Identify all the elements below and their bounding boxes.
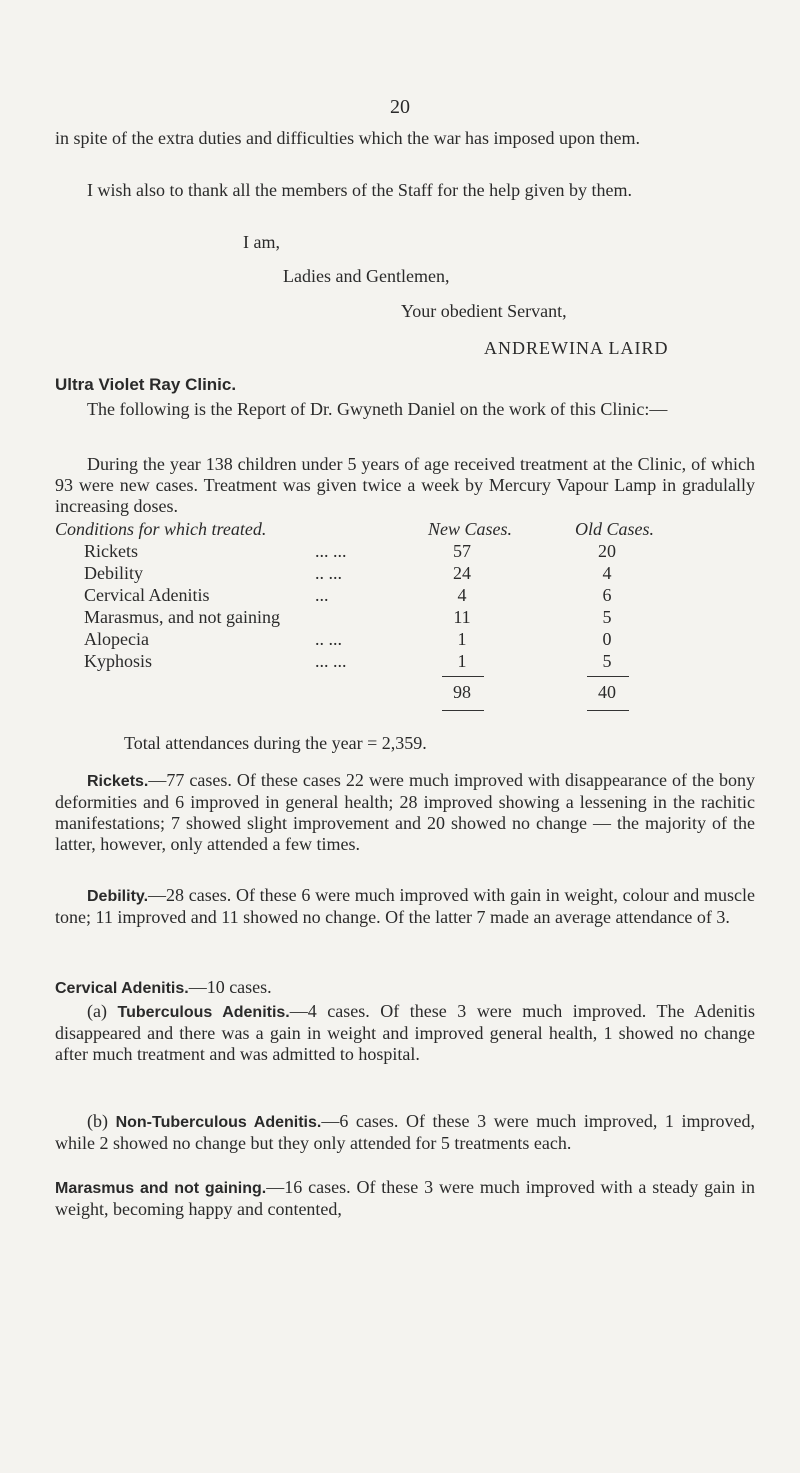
paragraph-cervical-adenitis: Cervical Adenitis.—10 cases. <box>55 977 272 997</box>
total-old: 40 <box>598 682 616 702</box>
salutation-ladies: Ladies and Gentlemen, <box>283 266 450 286</box>
salutation-i-am: I am, <box>243 232 280 252</box>
heading-non-tuberculous: Non-Tuberculous Adenitis. <box>115 1114 322 1131</box>
signature-name: ANDREWINA LAIRD <box>484 338 669 358</box>
paragraph-thanks: I wish also to thank all the members of the Staff for the help given by them. <box>87 180 633 200</box>
heading-debility: Debility. <box>87 888 149 905</box>
paragraph-non-tuberculous: (b) Non-Tuberculous Adenitis.—6 cases. Of these 3 were much improved, 1 improved, while 2 showed no change but they only attended for 5 treatments each. <box>55 1111 755 1153</box>
sum-rule-top <box>442 676 484 677</box>
heading-rickets: Rickets. <box>87 773 149 790</box>
paragraph-summary: During the year 138 children under 5 years of age received treatment at the Clinic, of which 93 were new cases. Treatment was given twice a week by Mercury Vapour Lamp in gradulally increasing doses. <box>55 454 755 516</box>
paragraph-debility: Debility.—28 cases. Of these 6 were much improved with gain in weight, colour and muscle tone; 11 improved and 11 showed no change. Of the latter 7 made an average attendance of 3. <box>55 885 755 927</box>
col-header-new: New Cases. <box>428 519 513 539</box>
heading-marasmus: Marasmus and not gaining. <box>55 1180 267 1197</box>
conditions-table: Conditions for which treated. New Cases. Old Cases. Rickets ... ... 57 20 Debility .. ... 24 4 Cervical Adenitis ... 4 6 Marasmus, and not gaining 11 5 Alopecia .. ... 1 0 Kyphosis ... ... 1 5 98 40 <box>55 519 755 769</box>
heading-tuberculous: Tuberculous Adenitis. <box>117 1004 290 1021</box>
sum-rule-bottom <box>442 710 484 711</box>
paragraph-closing: in spite of the extra duties and difficulties which the war has imposed upon them. <box>55 128 641 148</box>
paragraph-tuberculous: (a) Tuberculous Adenitis.—4 cases. Of these 3 were much improved. The Adenitis disappeared and there was a gain in weight and improved general health, 1 showed no change after much treatment and was admitted to hospital. <box>55 1001 755 1064</box>
paragraph-report-intro: The following is the Report of Dr. Gwyneth Daniel on the work of this Clinic:— <box>87 399 668 419</box>
col-header-condition: Conditions for which treated. <box>55 519 267 539</box>
col-header-old: Old Cases. <box>575 519 655 539</box>
sum-rule-top <box>587 676 629 677</box>
section-heading: Ultra Violet Ray Clinic. <box>55 375 237 394</box>
sum-rule-bottom <box>587 710 629 711</box>
paragraph-rickets: Rickets.—77 cases. Of these cases 22 were much improved with disappearance of the bony deformities and 6 improved in general health; 28 improved showing a lessening in the rachitic manifestations; 7 showed slight improvement and 20 showed no change — the majority of the latter, however, only attended a few times. <box>55 770 755 854</box>
total-attendances: Total attendances during the year = 2,359. <box>124 733 427 753</box>
total-new: 98 <box>453 682 471 702</box>
page-number: 20 <box>390 96 410 118</box>
salutation-servant: Your obedient Servant, <box>401 301 567 321</box>
heading-cervical-adenitis: Cervical Adenitis. <box>55 980 189 997</box>
paragraph-marasmus: Marasmus and not gaining.—16 cases. Of these 3 were much improved with a steady gain in weight, becoming happy and contented, <box>55 1177 755 1219</box>
